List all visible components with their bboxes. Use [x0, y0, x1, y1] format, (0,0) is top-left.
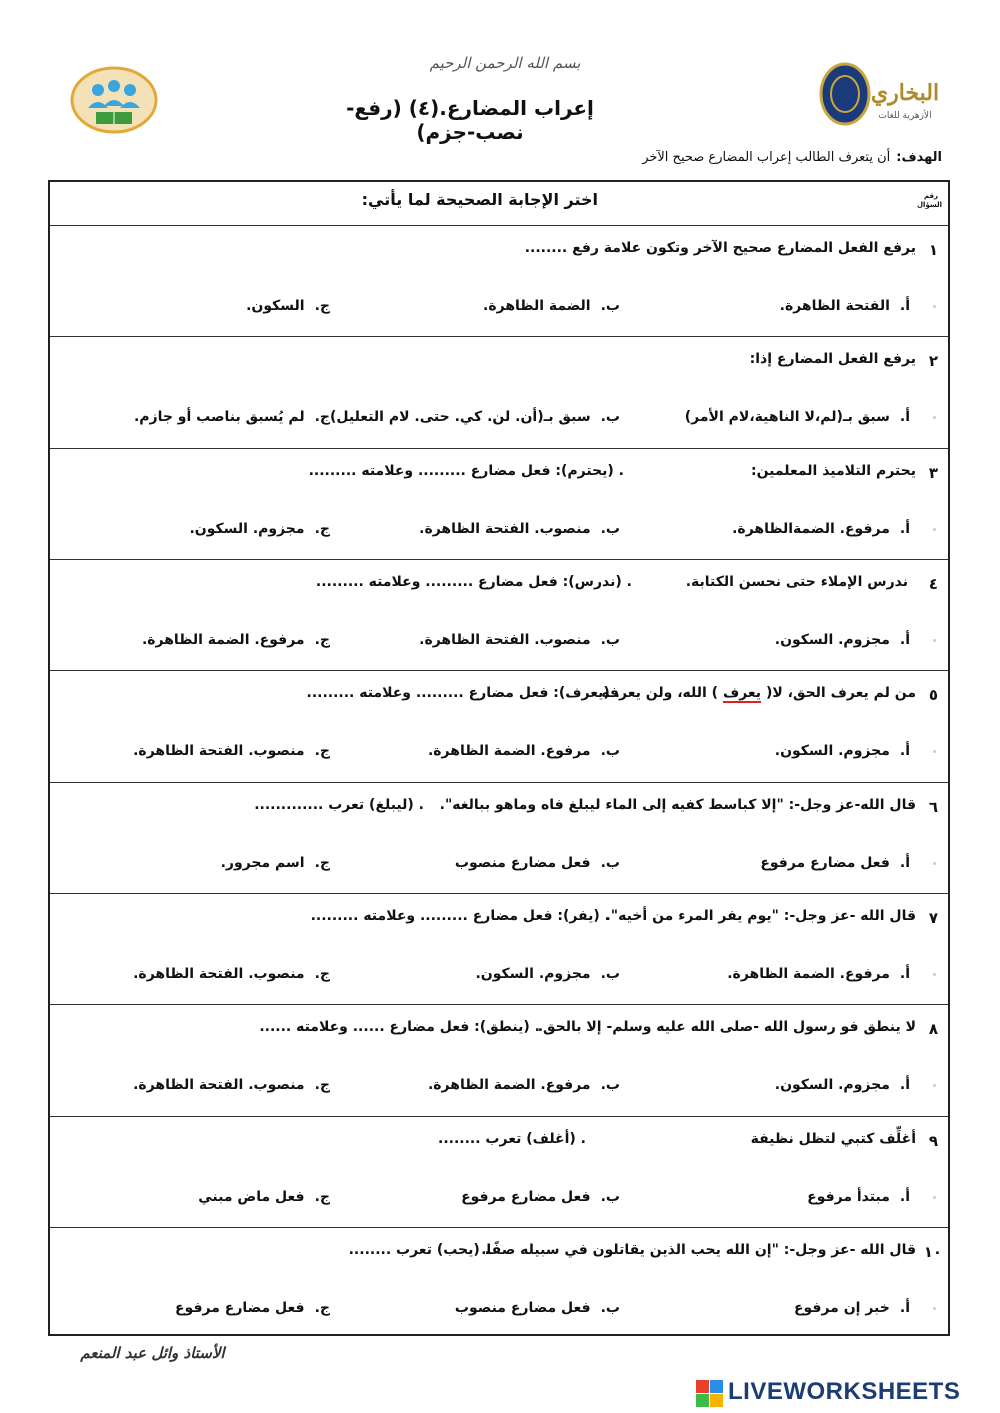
- option-text: منصوب. الفتحة الظاهرة.: [133, 1077, 305, 1093]
- option-text: مجزوم. السكون.: [475, 966, 591, 982]
- option-b[interactable]: [475, 966, 620, 982]
- option-a[interactable]: [760, 855, 910, 871]
- option-text: فعل ماض مبني: [198, 1189, 305, 1205]
- goal-label: الهدف:: [896, 150, 942, 165]
- question-text-part: ) الله، ولن يعرفه: [601, 685, 723, 701]
- option-c[interactable]: [133, 1077, 330, 1093]
- question-text: يرفع الفعل المضارع إذا:: [749, 351, 916, 367]
- question-row-7: [50, 893, 948, 1005]
- option-a[interactable]: [775, 743, 910, 759]
- question-number: ٤: [928, 575, 938, 593]
- question-number: ٢: [928, 352, 938, 370]
- option-c[interactable]: [189, 521, 330, 537]
- question-number: ٨: [928, 1020, 938, 1038]
- option-marker: [933, 1196, 936, 1199]
- option-b[interactable]: [419, 521, 620, 537]
- svg-text:البخاري: البخاري: [870, 80, 940, 106]
- option-a[interactable]: [727, 966, 910, 982]
- option-letter: ج.: [314, 298, 330, 314]
- question-number: ٦: [928, 798, 938, 816]
- option-marker: [933, 639, 936, 642]
- num-header-line2: السؤال: [916, 201, 942, 209]
- question-row-6: [50, 782, 948, 894]
- option-letter: ب.: [600, 1189, 620, 1205]
- option-marker: [933, 416, 936, 419]
- option-a[interactable]: [780, 298, 910, 314]
- option-letter: ب.: [600, 966, 620, 982]
- basmala-calligraphy: بسم الله الرحمن الرحيم: [429, 54, 581, 72]
- option-letter: أ.: [899, 855, 910, 871]
- question-row-9: [50, 1116, 948, 1228]
- option-marker: [933, 862, 936, 865]
- question-parse-prompt: . (أغلف) تعرب ........: [438, 1131, 586, 1147]
- option-letter: ج.: [314, 855, 330, 871]
- option-text: مرفوع. الضمة الظاهرة.: [727, 966, 890, 982]
- question-text: يرفع الفعل المضارع صحيح الآخر وتكون علامة رفع ........: [524, 240, 916, 256]
- option-b[interactable]: [455, 1300, 620, 1316]
- question-row-3: [50, 448, 948, 560]
- teacher-signature: الأستاذ وائل عبد المنعم: [80, 1344, 225, 1362]
- option-b[interactable]: [419, 632, 620, 648]
- option-b[interactable]: [461, 1189, 620, 1205]
- liveworksheets-logo[interactable]: [696, 1378, 996, 1410]
- option-a[interactable]: [685, 409, 910, 425]
- option-text: مجزوم. السكون.: [774, 1077, 890, 1093]
- option-c[interactable]: [221, 855, 330, 871]
- svg-text:الأزهرية للغات: الأزهرية للغات: [878, 111, 932, 121]
- question-number-header: [916, 192, 942, 210]
- option-letter: ج.: [314, 966, 330, 982]
- option-text: منصوب. الفتحة الظاهرة.: [133, 966, 305, 982]
- option-text: خبر إن مرفوع: [793, 1300, 890, 1316]
- option-text: مرفوع. الضمةالظاهرة.: [732, 521, 890, 537]
- goal-text: أن يتعرف الطالب إعراب المضارع صحيح الآخر: [642, 150, 891, 165]
- option-marker: [933, 1084, 936, 1087]
- liveworksheets-brand: LIVEWORKSHEETS: [728, 1378, 961, 1405]
- question-parse-prompt: . (ليبلغ) تعرب .............: [254, 797, 424, 813]
- option-a[interactable]: [775, 1077, 910, 1093]
- option-text: اسم مجرور.: [220, 855, 305, 871]
- option-text: فعل مضارع مرفوع: [760, 855, 890, 871]
- underlined-verb: يعرف: [722, 685, 762, 701]
- option-c[interactable]: [198, 1189, 330, 1205]
- question-text: قال الله-عز وجل-: "إلا كباسط كفيه إلى الماء ليبلغ فاه وماهو ببالغه".: [439, 797, 916, 813]
- option-c[interactable]: [133, 966, 330, 982]
- question-text: ندرس الإملاء حتى نحسن الكتابة.: [685, 574, 908, 590]
- option-letter: ج.: [314, 743, 330, 759]
- option-c[interactable]: [133, 743, 330, 759]
- question-row-10: [50, 1227, 948, 1334]
- option-letter: ج.: [314, 632, 330, 648]
- table-header-row: [50, 182, 948, 226]
- option-letter: ب.: [600, 409, 620, 425]
- option-letter: ب.: [600, 1077, 620, 1093]
- goal-line: [642, 150, 942, 165]
- instructions-heading: اختر الإجابة الصحيحة لما يأتي:: [361, 190, 598, 209]
- option-letter: ب.: [600, 1300, 620, 1316]
- question-number: ٧: [928, 909, 938, 927]
- option-a[interactable]: [775, 632, 910, 648]
- question-text: لا ينطق فو رسول الله -صلى الله عليه وسلم- إلا بالحق.: [537, 1019, 916, 1035]
- option-c[interactable]: [175, 1300, 330, 1316]
- option-marker: [933, 973, 936, 976]
- question-parse-prompt: . (يحترم): فعل مضارع ......... وعلامته .........: [308, 463, 624, 479]
- option-letter: أ.: [899, 1077, 910, 1093]
- option-c[interactable]: [246, 298, 330, 314]
- option-letter: أ.: [899, 521, 910, 537]
- option-a[interactable]: [794, 1300, 910, 1316]
- option-letter: ج.: [314, 521, 330, 537]
- question-row-8: [50, 1004, 948, 1117]
- option-b[interactable]: [483, 298, 620, 314]
- option-text: فعل مضارع منصوب: [454, 855, 591, 871]
- option-letter: ج.: [314, 1077, 330, 1093]
- question-parse-prompt: . (ينطق): فعل مضارع ...... وعلامته ......: [259, 1019, 540, 1035]
- option-letter: ب.: [600, 521, 620, 537]
- option-text: مجزوم. السكون.: [774, 632, 890, 648]
- option-letter: ب.: [600, 632, 620, 648]
- option-c[interactable]: [142, 632, 330, 648]
- option-text: مجزوم. السكون.: [774, 743, 890, 759]
- option-text: مبتدأ مرفوع: [807, 1189, 890, 1205]
- question-number: ١: [928, 241, 938, 259]
- question-number: ٣: [928, 464, 938, 482]
- question-parse-prompt: . (ندرس): فعل مضارع ......... وعلامته .........: [315, 574, 632, 590]
- option-text: منصوب. الفتحة الظاهرة.: [419, 632, 591, 648]
- institute-logo-icon: [805, 58, 950, 130]
- question-parse-prompt: . (يعرف): فعل مضارع ......... وعلامته .........: [306, 685, 620, 701]
- school-logo-icon: [70, 66, 158, 134]
- option-letter: ج.: [314, 1189, 330, 1205]
- question-row-2: [50, 336, 948, 449]
- option-letter: ج.: [314, 1300, 330, 1316]
- liveworksheets-badge-icon: [696, 1380, 724, 1408]
- option-text: الفتحة الظاهرة.: [779, 298, 890, 314]
- page-title: إعراب المضارع.(٤) (رفع-نصب-جزم): [346, 96, 594, 144]
- option-a[interactable]: [732, 521, 910, 537]
- option-letter: أ.: [899, 298, 910, 314]
- option-b[interactable]: [428, 1077, 620, 1093]
- question-text-part: من لم يعرف الحق، لا(: [761, 685, 916, 701]
- question-parse-prompt: . (يفر): فعل مضارع ......... وعلامته .........: [310, 908, 610, 924]
- option-text: منصوب. الفتحة الظاهرة.: [133, 743, 305, 759]
- option-letter: ب.: [600, 298, 620, 314]
- option-letter: ج.: [314, 409, 330, 425]
- option-text: سبق بـ(أن. لن. كي. حتى. لام التعليل): [329, 409, 591, 425]
- option-letter: ب.: [600, 743, 620, 759]
- option-text: فعل مضارع منصوب: [454, 1300, 591, 1316]
- option-b[interactable]: [455, 855, 620, 871]
- option-text: الضمة الظاهرة.: [483, 298, 591, 314]
- questions-table: [48, 180, 950, 1336]
- option-text: سبق بـ(لم،لا الناهية،لام الأمر): [684, 409, 890, 425]
- question-text: يحترم التلاميذ المعلمين:: [750, 463, 916, 479]
- question-text: قال الله -عز وجل-: "إن الله يحب الذين يقاتلون في سبيله صفًا.: [481, 1242, 916, 1258]
- question-text: أغلِّف كتبي لتظل نظيفة: [750, 1131, 916, 1147]
- question-text: قال الله -عز وجل-: "يوم يفر المرء من أخيه".: [605, 908, 916, 924]
- option-text: مرفوع. الضمة الظاهرة.: [141, 632, 305, 648]
- question-parse-prompt: . (يحب) تعرب ........: [348, 1242, 490, 1258]
- option-letter: أ.: [899, 1300, 910, 1316]
- option-text: مرفوع. الضمة الظاهرة.: [427, 1077, 591, 1093]
- question-row-5: [50, 670, 948, 783]
- option-text: مجزوم. السكون.: [189, 521, 305, 537]
- option-text: فعل مضارع مرفوع: [461, 1189, 591, 1205]
- option-letter: أ.: [899, 743, 910, 759]
- num-header-line1: رقم: [923, 192, 939, 200]
- option-letter: أ.: [899, 1189, 910, 1205]
- option-marker: [933, 528, 936, 531]
- option-c[interactable]: [134, 409, 330, 425]
- option-letter: أ.: [899, 632, 910, 648]
- option-b[interactable]: [428, 743, 620, 759]
- option-letter: أ.: [899, 409, 910, 425]
- option-b[interactable]: [330, 409, 620, 425]
- option-text: مرفوع. الضمة الظاهرة.: [427, 743, 591, 759]
- option-text: منصوب. الفتحة الظاهرة.: [419, 521, 591, 537]
- option-marker: [933, 305, 936, 308]
- option-letter: ب.: [600, 855, 620, 871]
- question-row-1: [50, 225, 948, 337]
- question-row-4: [50, 559, 948, 671]
- question-number: ١٠: [923, 1243, 942, 1261]
- option-a[interactable]: [807, 1189, 910, 1205]
- option-letter: أ.: [899, 966, 910, 982]
- option-marker: [933, 750, 936, 753]
- question-number: ٩: [928, 1132, 938, 1150]
- question-number: ٥: [928, 686, 938, 704]
- option-text: السكون.: [246, 298, 305, 314]
- question-text: [601, 685, 916, 701]
- option-text: لم يُسبق بناصب أو جازم.: [133, 409, 305, 425]
- option-text: فعل مضارع مرفوع: [175, 1300, 305, 1316]
- option-marker: [933, 1307, 936, 1310]
